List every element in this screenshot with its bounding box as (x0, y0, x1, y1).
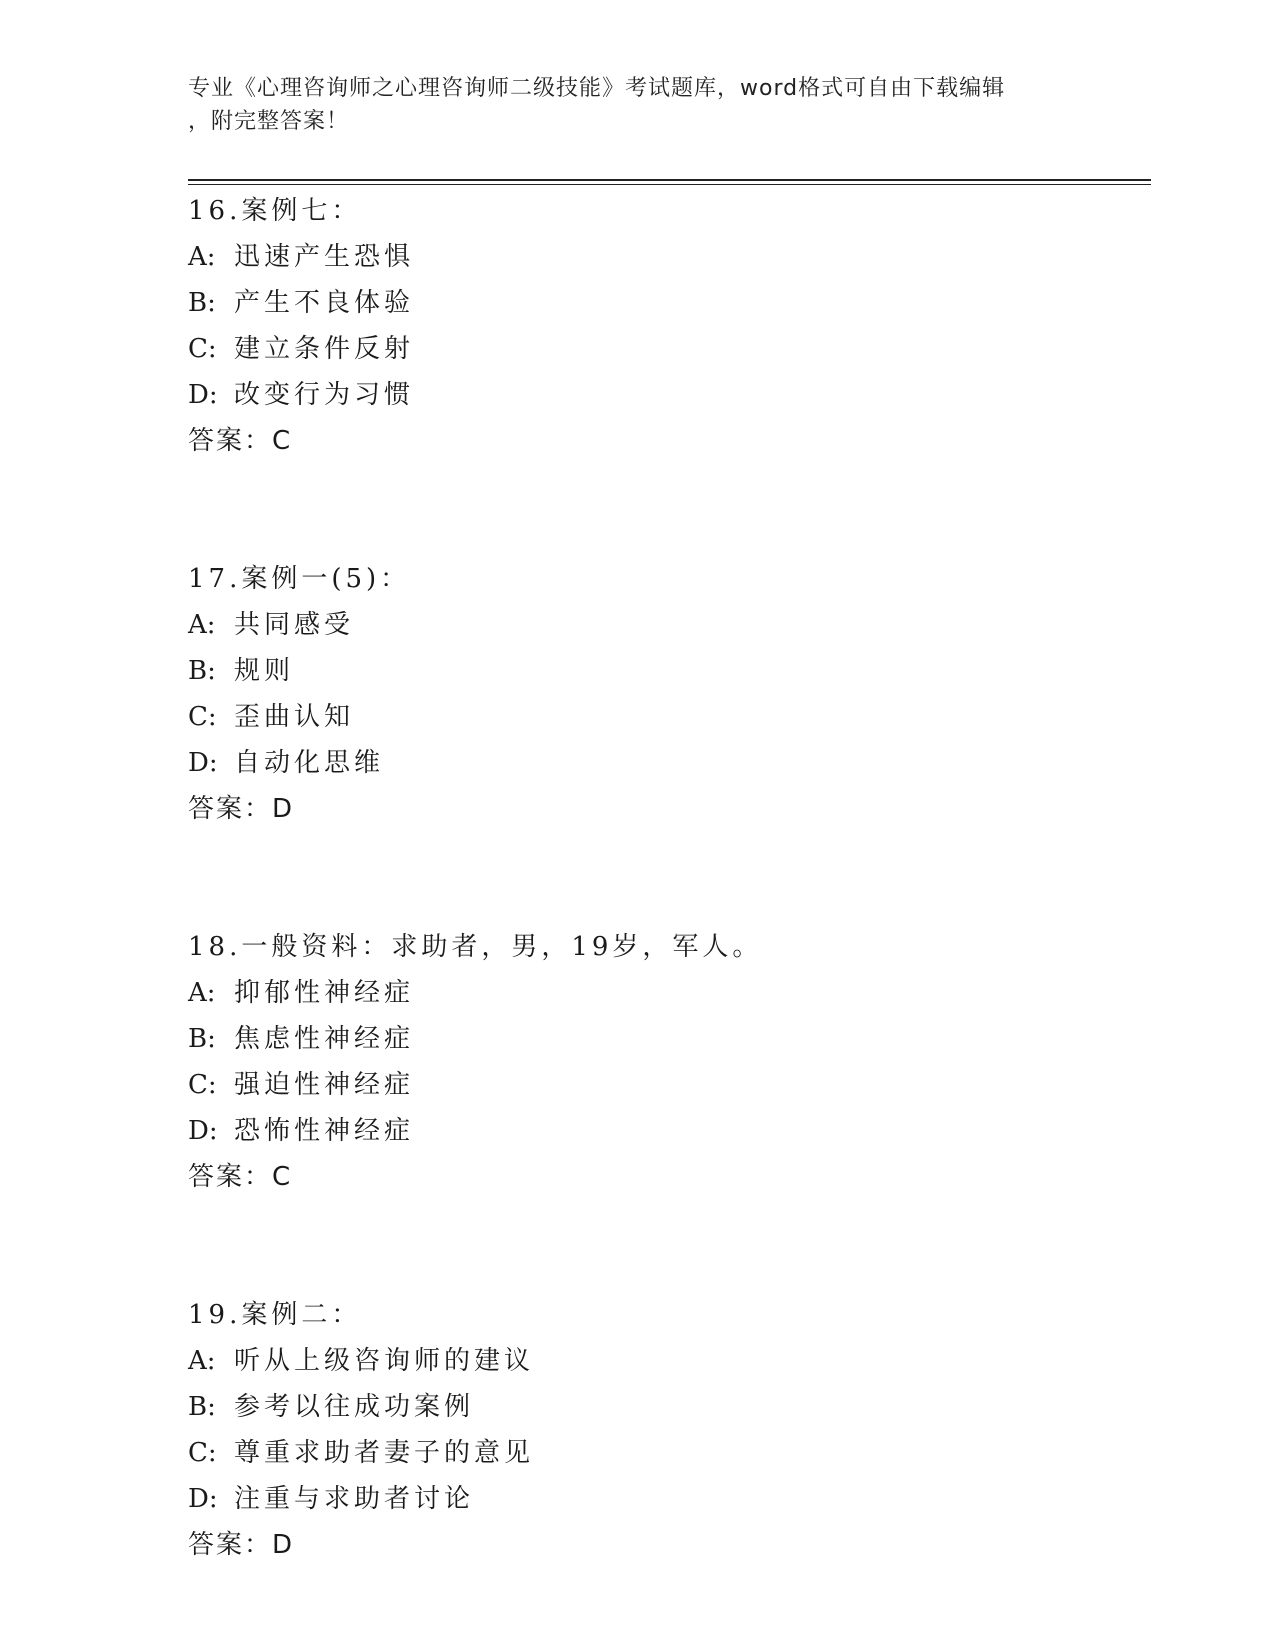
option-text: 听从上级咨询师的建议 (234, 1346, 535, 1376)
option-letter: B: (188, 288, 216, 318)
option-text: 自动化思维 (234, 748, 385, 778)
question-title: 19.案例二： (188, 1300, 362, 1330)
header-line-1: 专业《心理咨询师之心理咨询师二级技能》考试题库，word格式可自由下载编辑 (188, 76, 1006, 101)
option-letter: D: (188, 1116, 218, 1146)
option-letter: A: (188, 242, 216, 272)
option-letter: A: (188, 978, 216, 1008)
option-letter: B: (188, 1392, 216, 1422)
option-d (188, 1108, 1148, 1154)
answer-line: 答案：D (188, 794, 295, 824)
option-letter: A: (188, 1346, 216, 1376)
question-spacer (188, 1200, 1148, 1292)
option-letter: D: (188, 748, 218, 778)
option-letter: C: (188, 1070, 217, 1100)
option-letter: B: (188, 656, 216, 686)
option-text: 建立条件反射 (234, 334, 415, 364)
answer-line: 答案：C (188, 1162, 293, 1192)
header-line-2: ，附完整答案！ (188, 109, 350, 134)
option-text: 参考以往成功案例 (234, 1392, 475, 1422)
question-17 (188, 556, 1148, 832)
option-letter: C: (188, 702, 217, 732)
option-text: 产生不良体验 (234, 288, 415, 318)
option-text: 改变行为习惯 (234, 380, 415, 410)
option-b (188, 1384, 1148, 1430)
option-text: 抑郁性神经症 (234, 978, 415, 1008)
option-a (188, 602, 1148, 648)
option-letter: C: (188, 334, 217, 364)
question-spacer (188, 832, 1148, 924)
option-b (188, 280, 1148, 326)
option-a (188, 234, 1148, 280)
option-b (188, 1016, 1148, 1062)
option-a (188, 970, 1148, 1016)
header-divider-thick (188, 179, 1151, 181)
option-c (188, 326, 1148, 372)
option-text: 强迫性神经症 (234, 1070, 415, 1100)
question-18 (188, 924, 1148, 1200)
header-divider-thin (188, 184, 1151, 185)
option-text: 共同感受 (234, 610, 355, 640)
option-letter: D: (188, 380, 218, 410)
question-19 (188, 1292, 1148, 1568)
option-d (188, 740, 1148, 786)
option-text: 尊重求助者妻子的意见 (234, 1438, 535, 1468)
option-d (188, 372, 1148, 418)
option-letter: C: (188, 1438, 217, 1468)
document-header (188, 72, 1068, 138)
option-text: 注重与求助者讨论 (234, 1484, 475, 1514)
option-letter: B: (188, 1024, 216, 1054)
option-letter: A: (188, 610, 216, 640)
question-16 (188, 188, 1148, 464)
question-title: 18.一般资料：求助者，男，19岁，军人。 (188, 932, 763, 962)
option-a (188, 1338, 1148, 1384)
option-c (188, 1430, 1148, 1476)
answer-line: 答案：D (188, 1530, 295, 1560)
option-text: 焦虑性神经症 (234, 1024, 415, 1054)
option-text: 歪曲认知 (234, 702, 355, 732)
question-list (188, 188, 1148, 1568)
answer-line: 答案：C (188, 426, 293, 456)
question-title: 16.案例七： (188, 196, 362, 226)
option-d (188, 1476, 1148, 1522)
option-b (188, 648, 1148, 694)
option-c (188, 1062, 1148, 1108)
option-text: 规则 (234, 656, 295, 686)
option-text: 迅速产生恐惧 (234, 242, 415, 272)
option-text: 恐怖性神经症 (234, 1116, 415, 1146)
question-title: 17.案例一(5)： (188, 564, 411, 594)
question-spacer (188, 464, 1148, 556)
option-c (188, 694, 1148, 740)
option-letter: D: (188, 1484, 218, 1514)
